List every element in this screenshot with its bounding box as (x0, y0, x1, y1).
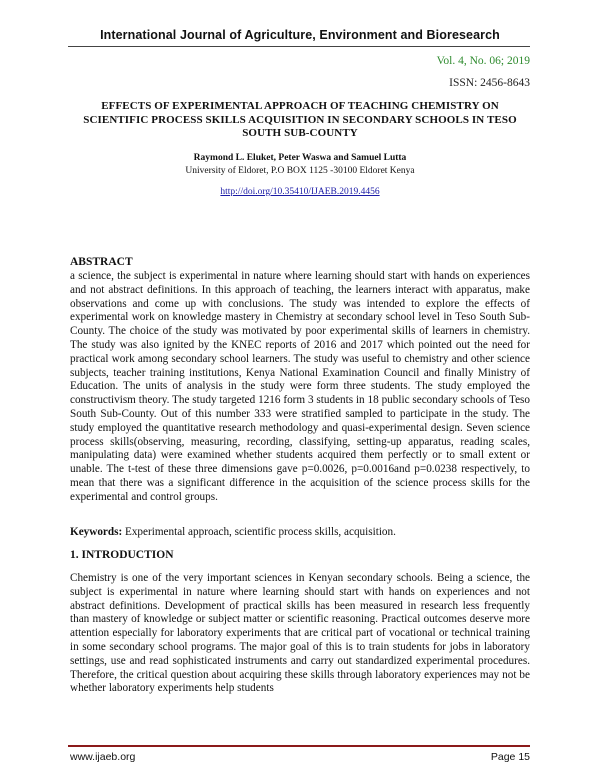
paper-title: EFFECTS OF EXPERIMENTAL APPROACH OF TEACHING CHEMISTRY ON SCIENTIFIC PROCESS SKILLS ACQUISITION IN SECONDARY SCHOOLS IN TESO SOUTH SUB-COUNTY (83, 100, 517, 139)
journal-title: International Journal of Agriculture, Environment and Bioresearch (100, 28, 500, 42)
introduction-body: Chemistry is one of the very important sciences in Kenyan secondary schools. Being a science, the subject is experimental in nature where learning should start with hands on experiences and not abstract definitions. Development of practical skills has been measured in research less frequently than mastery of knowledge or subject matter or scientific reasoning. Practical outcomes deserve more attention especially for laboratory experiments that are critical part of vocational or technical training in some secondary school programs. The major goal of this is to train students for jobs in laboratory settings, use and read sophisticated instruments and carry out standardized experimental procedures. Therefore, the critical question about acquiring these skills through laboratory experiences may not be whether laboratory experiments help students (70, 572, 530, 695)
introduction-heading: 1. INTRODUCTION (70, 549, 174, 561)
doi-link[interactable]: http://doi.org/10.35410/IJAEB.2019.4456 (220, 187, 380, 197)
volume-info: Vol. 4, No. 06; 2019 (436, 55, 530, 67)
header-divider (68, 46, 530, 47)
abstract-body: a science, the subject is experimental in nature where learning should start with hands on experiences and not abstract definitions. In this approach of teaching, the learners interact with apparatus, make observations and come up with conclusions. The study was intended to explore the effects of experimental work on knowledge mastery in Chemistry at secondary school level in Teso South Sub-County. The choice of the study was motivated by poor experimental skills of learners in chemistry. The study was also ignited by the KNEC reports of 2016 and 2017 which pointed out the need for practical work among secondary school learners. The study was useful to chemistry and other science subjects, teacher training institutions, Kenya National Examination Council and finally Ministry of Education. The units of analysis in the study were form three students. The study employed the constructivism theory. The study targeted 1216 form 3 students in 18 public secondary schools of Teso South Sub-County. Out of this number 333 were stratified sampled to participate in the study. The study employed the quantitative research methodology and quasi-experimental design. Seven science process skills(observing, measuring, recording, classifying, setting-up apparatus, reading scales, manipulating data) were examined whether students acquired them perfectly or to small extent or unable. The t-test of these three dimensions gave p=0.0026, p=0.0016and p=0.0238 respectively, to mean that there was a significant difference in the acquisition of the science process skills for the experimental and control groups. (70, 270, 530, 503)
abstract-heading: ABSTRACT (70, 256, 133, 268)
keywords-text: Experimental approach, scientific process skills, acquisition. (122, 526, 396, 538)
issn: ISSN: 2456-8643 (449, 77, 530, 89)
authors: Raymond L. Eluket, Peter Waswa and Samuel Lutta (193, 153, 407, 163)
keywords-label: Keywords: (70, 526, 123, 538)
footer-website: www.ijaeb.org (70, 751, 136, 763)
affiliation: University of Eldoret, P.O BOX 1125 -30100 Eldoret Kenya (185, 166, 415, 176)
keywords (70, 526, 530, 538)
page-number: Page 15 (490, 751, 530, 763)
footer-divider (68, 745, 530, 747)
doi-line (70, 187, 530, 197)
